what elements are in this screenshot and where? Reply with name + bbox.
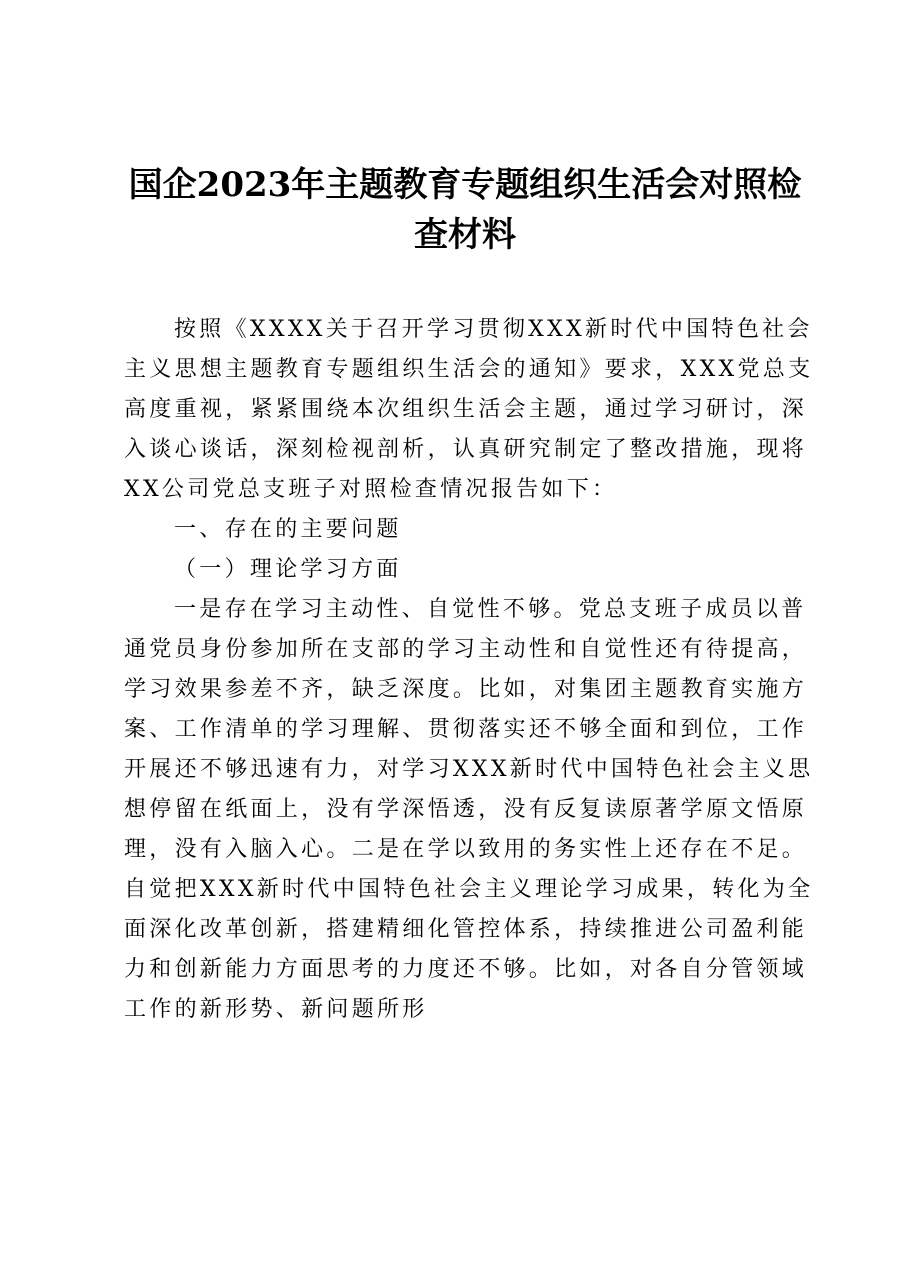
body-paragraph: 一是存在学习主动性、自觉性不够。党总支班子成员以普通党员身份参加所在支部的学习主动性和自觉性还有待提高，学习效果参差不齐，缺乏深度。比如，对集团主题教育实施方案、工作清单的学习理解、贯彻落实还不够全面和到位，工作开展还不够迅速有力，对学习XXX新时代中国特色社会主义思想停留在纸面上，没有学深悟透，没有反复读原著学原文悟原理，没有入脑入心。二是在学以致用的务实性上还存在不足。自觉把XXX新时代中国特色社会主义理论学习成果，转化为全面深化改革创新，搭建精细化管控体系，持续推进公司盈利能力和创新能力方面思考的力度还不够。比如，对各自分管领域工作的新形势、新问题所形 <box>124 597 814 1022</box>
document-title: 国企2023年主题教育专题组织生活会对照检查材料 <box>128 165 802 255</box>
subsection-heading: （一）理论学习方面 <box>174 557 402 582</box>
document-body <box>124 310 814 1030</box>
section-heading: 一、存在的主要问题 <box>174 517 402 542</box>
intro-paragraph: 按照《XXXX关于召开学习贯彻XXX新时代中国特色社会主义思想主题教育专题组织生活会的通知》要求，XXX党总支高度重视，紧紧围绕本次组织生活会主题，通过学习研讨，深入谈心谈话，深刻检视剖析，认真研究制定了整改措施，现将XX公司党总支班子对照检查情况报告如下： <box>124 317 814 502</box>
